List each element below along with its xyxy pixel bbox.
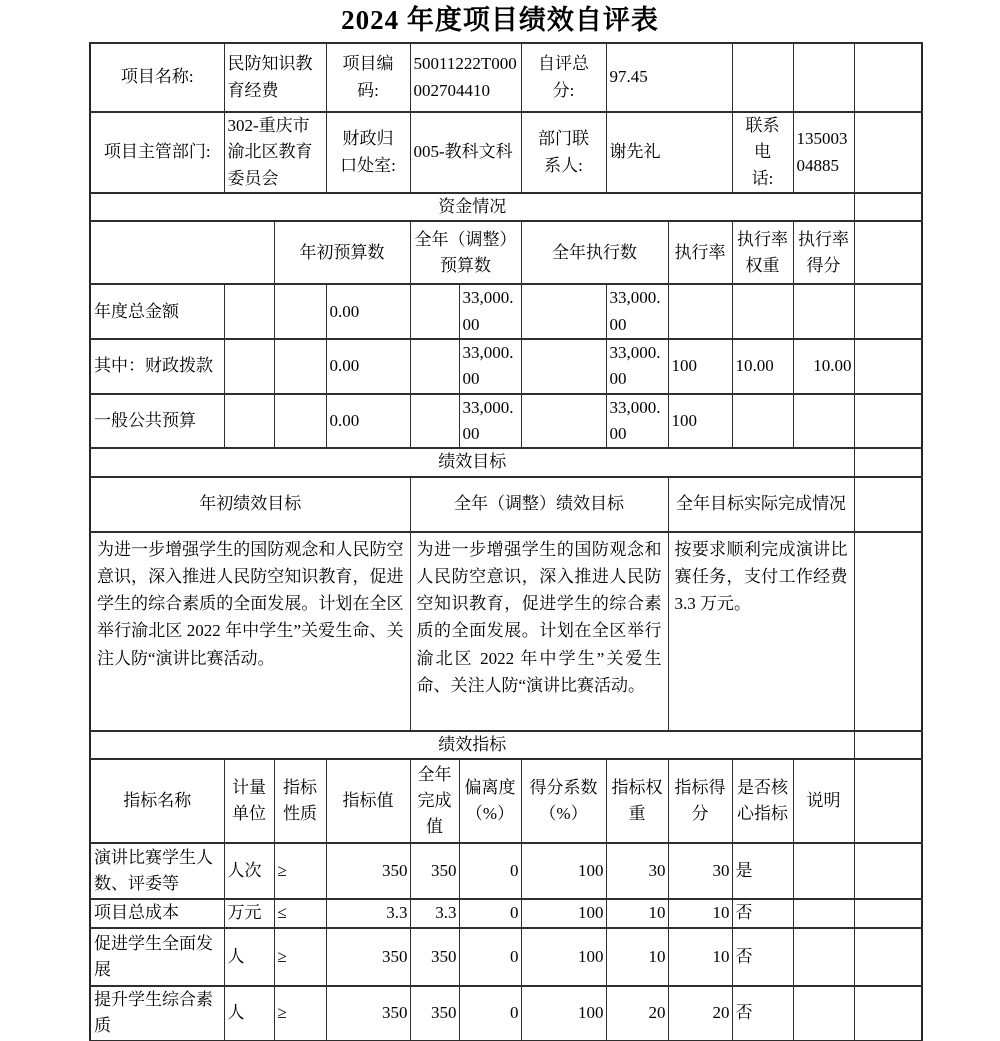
self-score-label: 自评总分: [521, 43, 606, 112]
initial-budget-header: 年初预算数 [274, 221, 410, 284]
indicator-completed: 350 [410, 928, 459, 986]
indicator-deviation: 0 [459, 928, 521, 986]
indicator-unit: 人 [224, 928, 274, 986]
empty-cell [521, 394, 606, 449]
indicator-nature: ≤ [274, 899, 326, 928]
indicator-name: 提升学生综合素质 [90, 986, 224, 1041]
empty-cell [854, 899, 922, 928]
empty-cell [732, 43, 793, 112]
indicator-weight: 10 [606, 928, 668, 986]
indicator-note [793, 928, 854, 986]
goals-content-row [90, 532, 922, 731]
indicator-score-coef: 100 [521, 986, 606, 1041]
goals-section-title: 绩效目标 [90, 448, 854, 476]
dept-label: 项目主管部门: [90, 112, 224, 193]
page-title: 2024 年度项目绩效自评表 [341, 5, 659, 35]
project-name-label: 项目名称: [90, 43, 224, 112]
rate-weight-value [732, 284, 793, 339]
empty-cell [854, 43, 922, 112]
target-value-header: 指标值 [326, 759, 410, 843]
unit-header: 计量单位 [224, 759, 274, 843]
executed-value: 33,000.00 [606, 284, 668, 339]
execution-rate-header: 执行率 [668, 221, 732, 284]
funding-row-label: 一般公共预算 [90, 394, 224, 449]
evaluation-form-table [89, 42, 923, 1041]
indicator-unit: 万元 [224, 899, 274, 928]
info-row-2 [90, 112, 922, 193]
project-code-value: 50011222T000002704410 [410, 43, 521, 112]
indicators-header-row [90, 759, 922, 843]
indicator-name: 演讲比赛学生人数、评委等 [90, 843, 224, 899]
empty-cell [274, 394, 326, 449]
rate-score-value: 10.00 [793, 339, 854, 394]
empty-cell [410, 284, 459, 339]
indicator-row [90, 928, 922, 986]
indicator-core: 否 [732, 986, 793, 1041]
actual-completion-text: 按要求顺利完成演讲比赛任务，支付工作经费 3.3 万元。 [668, 532, 854, 731]
empty-cell [854, 221, 922, 284]
empty-cell [793, 43, 854, 112]
indicator-name-header: 指标名称 [90, 759, 224, 843]
indicator-score-coef: 100 [521, 928, 606, 986]
indicator-row [90, 899, 922, 928]
indicator-deviation: 0 [459, 843, 521, 899]
empty-cell [854, 986, 922, 1041]
empty-cell [854, 759, 922, 843]
fiscal-office-label: 财政归口处室: [326, 112, 410, 193]
empty-cell [274, 284, 326, 339]
empty-cell [224, 394, 274, 449]
score-coef-header: 得分系数（%） [521, 759, 606, 843]
fiscal-office-value: 005-教科文科 [410, 112, 521, 193]
funding-section-row [90, 193, 922, 221]
funding-row-total [90, 284, 922, 339]
empty-cell [854, 284, 922, 339]
funding-row-public-budget [90, 394, 922, 449]
indicator-score: 20 [668, 986, 732, 1041]
indicator-completed: 350 [410, 986, 459, 1041]
empty-cell [854, 731, 922, 759]
indicator-completed: 3.3 [410, 899, 459, 928]
contact-value: 谢先礼 [606, 112, 732, 193]
initial-budget-value: 0.00 [326, 394, 410, 449]
dept-value: 302-重庆市渝北区教育委员会 [224, 112, 326, 193]
phone-value: 13500304885 [793, 112, 854, 193]
indicator-target: 3.3 [326, 899, 410, 928]
empty-cell [854, 112, 922, 193]
project-code-label: 项目编码: [326, 43, 410, 112]
indicator-score-coef: 100 [521, 843, 606, 899]
indicator-row [90, 986, 922, 1041]
indicator-core: 是 [732, 843, 793, 899]
project-name-value: 民防知识教育经费 [224, 43, 326, 112]
indicator-target: 350 [326, 986, 410, 1041]
weight-header: 指标权重 [606, 759, 668, 843]
self-score-value: 97.45 [606, 43, 732, 112]
adjusted-budget-value: 33,000.00 [459, 284, 521, 339]
indicator-name: 促进学生全面发展 [90, 928, 224, 986]
funding-header-row [90, 221, 922, 284]
indicator-target: 350 [326, 928, 410, 986]
adjusted-budget-value: 33,000.00 [459, 394, 521, 449]
adjusted-budget-header: 全年（调整）预算数 [410, 221, 521, 284]
indicator-name: 项目总成本 [90, 899, 224, 928]
contact-label: 部门联系人: [521, 112, 606, 193]
indicator-core: 否 [732, 928, 793, 986]
funding-row-fiscal [90, 339, 922, 394]
indicator-nature: ≥ [274, 928, 326, 986]
indicator-note [793, 986, 854, 1041]
core-indicator-header: 是否核心指标 [732, 759, 793, 843]
deviation-header: 偏离度（%） [459, 759, 521, 843]
executed-value: 33,000.00 [606, 339, 668, 394]
indicator-deviation: 0 [459, 986, 521, 1041]
empty-cell [854, 532, 922, 731]
indicator-weight: 30 [606, 843, 668, 899]
initial-goal-text: 为进一步增强学生的国防观念和人民防空意识，深入推进人民防空知识教育，促进学生的综合素质的全面发展。计划在全区举行渝北区 2022 年中学生”关爱生命、关注人防“演讲比赛活动。 [90, 532, 410, 731]
indicator-completed: 350 [410, 843, 459, 899]
indicator-nature: ≥ [274, 843, 326, 899]
adjusted-budget-value: 33,000.00 [459, 339, 521, 394]
empty-cell [521, 284, 606, 339]
goals-section-row [90, 448, 922, 476]
initial-budget-value: 0.00 [326, 339, 410, 394]
empty-cell [90, 221, 274, 284]
rate-weight-value: 10.00 [732, 339, 793, 394]
rate-score-header: 执行率得分 [793, 221, 854, 284]
indicator-row [90, 843, 922, 899]
empty-cell [854, 477, 922, 532]
score-header: 指标得分 [668, 759, 732, 843]
indicator-deviation: 0 [459, 899, 521, 928]
completed-value-header: 全年完成值 [410, 759, 459, 843]
empty-cell [854, 339, 922, 394]
indicator-score: 10 [668, 928, 732, 986]
indicator-note [793, 843, 854, 899]
empty-cell [224, 339, 274, 394]
goals-header-row [90, 477, 922, 532]
execution-rate-value [668, 284, 732, 339]
indicator-score: 30 [668, 843, 732, 899]
indicator-score-coef: 100 [521, 899, 606, 928]
indicator-note [793, 899, 854, 928]
empty-cell [854, 448, 922, 476]
indicators-section-row [90, 731, 922, 759]
indicator-unit: 人 [224, 986, 274, 1041]
indicator-weight: 20 [606, 986, 668, 1041]
info-row-1 [90, 43, 922, 112]
empty-cell [854, 394, 922, 449]
execution-rate-value: 100 [668, 339, 732, 394]
adjusted-goal-text: 为进一步增强学生的国防观念和人民防空意识，深入推进人民防空知识教育，促进学生的综合素质的全面发展。计划在全区举行渝北区 2022 年中学生”关爱生命、关注人防“演讲比赛活动。 [410, 532, 668, 731]
empty-cell [521, 339, 606, 394]
adjusted-goal-header: 全年（调整）绩效目标 [410, 477, 668, 532]
rate-score-value [793, 284, 854, 339]
indicator-unit: 人次 [224, 843, 274, 899]
initial-budget-value: 0.00 [326, 284, 410, 339]
empty-cell [274, 339, 326, 394]
executed-header: 全年执行数 [521, 221, 668, 284]
funding-row-label: 年度总金额 [90, 284, 224, 339]
empty-cell [854, 843, 922, 899]
phone-label: 联系电话: [732, 112, 793, 193]
rate-weight-value [732, 394, 793, 449]
executed-value: 33,000.00 [606, 394, 668, 449]
note-header: 说明 [793, 759, 854, 843]
nature-header: 指标性质 [274, 759, 326, 843]
actual-completion-header: 全年目标实际完成情况 [668, 477, 854, 532]
empty-cell [854, 193, 922, 221]
indicator-target: 350 [326, 843, 410, 899]
funding-section-title: 资金情况 [90, 193, 854, 221]
rate-score-value [793, 394, 854, 449]
indicator-nature: ≥ [274, 986, 326, 1041]
indicator-core: 否 [732, 899, 793, 928]
indicator-weight: 10 [606, 899, 668, 928]
empty-cell [410, 394, 459, 449]
rate-weight-header: 执行率权重 [732, 221, 793, 284]
funding-row-label: 其中：财政拨款 [90, 339, 224, 394]
indicators-section-title: 绩效指标 [90, 731, 854, 759]
empty-cell [224, 284, 274, 339]
empty-cell [854, 928, 922, 986]
initial-goal-header: 年初绩效目标 [90, 477, 410, 532]
execution-rate-value: 100 [668, 394, 732, 449]
empty-cell [410, 339, 459, 394]
indicator-score: 10 [668, 899, 732, 928]
